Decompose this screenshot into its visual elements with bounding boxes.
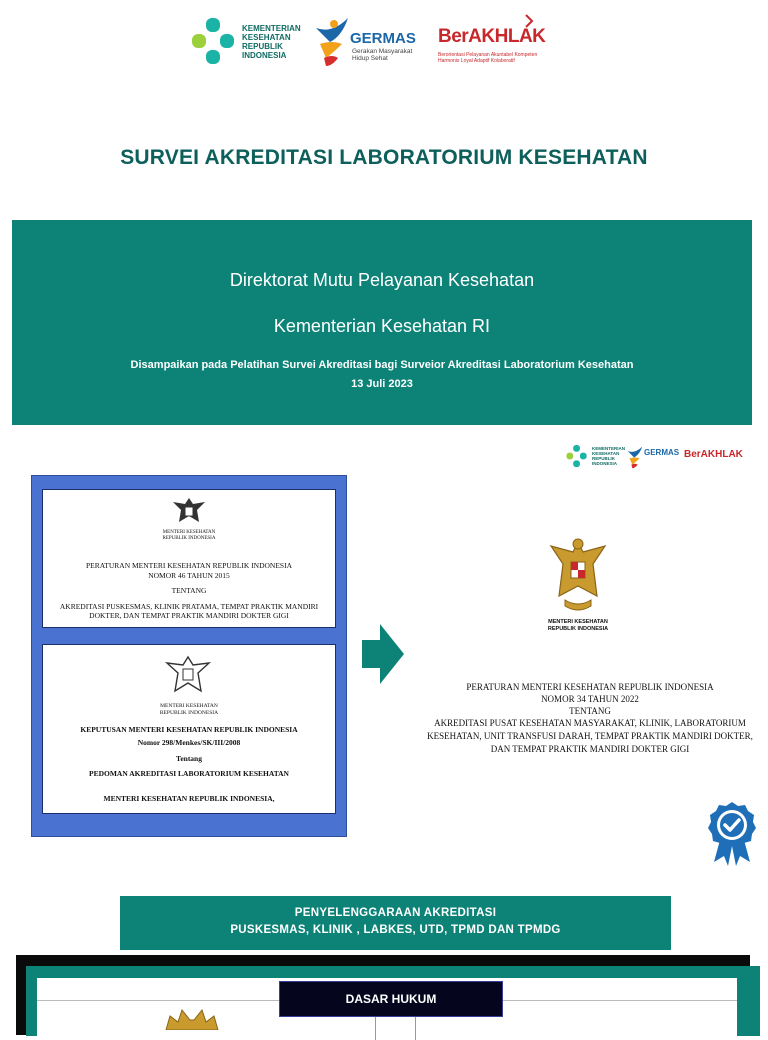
garuda-pancasila-icon — [547, 536, 609, 618]
kemenkes-logo-text: KEMENTERIAN KESEHATAN REPUBLIK INDONESIA — [242, 24, 301, 60]
germas-figure-icon — [312, 14, 352, 68]
banner-date: 13 Juli 2023 — [351, 378, 413, 390]
small-germas-text: GERMAS — [644, 448, 680, 457]
doc1-tentang: TENTANG — [171, 586, 207, 595]
dasar-hukum-label: DASAR HUKUM — [279, 981, 503, 1017]
doc1-number: NOMOR 46 TAHUN 2015 — [148, 571, 230, 580]
reg-right-number: NOMOR 34 TAHUN 2022 — [541, 694, 639, 704]
section-header-line2: PUSKESMAS, KLINIK , LABKES, UTD, TPMD DAN TPMDG — [230, 924, 561, 936]
kemenkes-logo — [192, 16, 301, 70]
germas-small-figure-icon — [626, 444, 644, 470]
doc2-subject: PEDOMAN AKREDITASI LABORATORIUM KESEHATAN — [89, 769, 289, 778]
doc1-subject-line1: AKREDITASI PUSKESMAS, KLINIK PRATAMA, TEMPAT PRAKTIK MANDIRI — [59, 602, 319, 611]
regulation-document-2015 — [42, 489, 336, 628]
section-header — [120, 896, 671, 950]
doc2-title: KEPUTUSAN MENTERI KESEHATAN REPUBLIK INDONESIA — [80, 725, 298, 734]
berakhlak-logo — [438, 14, 546, 68]
kemenkes-emblem-icon — [192, 16, 240, 70]
doc2-tentang: Tentang — [176, 754, 202, 763]
accreditation-badge-icon — [706, 800, 758, 866]
garuda-partial-icon — [160, 1006, 224, 1030]
reg-right-subject-line1: AKREDITASI PUSAT KESEHATAN MASYARAKAT, KLINIK, LABORATORIUM — [434, 718, 746, 728]
small-berakhlak-text: BerAKHLAK — [684, 449, 743, 460]
doc1-title: PERATURAN MENTERI KESEHATAN REPUBLIK INDONESIA — [85, 561, 293, 570]
doc1-subject-line2: DOKTER, DAN TEMPAT PRAKTIK MANDIRI DOKTER GIGI — [89, 611, 289, 620]
doc2-footer: MENTERI KESEHATAN REPUBLIK INDONESIA, — [103, 794, 275, 803]
kemenkes-small-emblem-icon — [566, 444, 590, 470]
berakhlak-logo-subtitle: Berorientasi Pelayanan Akuntabel Kompeten Harmonis Loyal Adaptif Kolaboratif — [438, 52, 538, 64]
small-kemenkes-text: KEMENTERIAN KESEHATAN REPUBLIK INDONESIA — [592, 446, 626, 466]
doc2-seal-caption: MENTERI KESEHATAN REPUBLIK INDONESIA — [159, 703, 219, 716]
germas-logo-subtitle: Gerakan Masyarakat Hidup Sehat — [352, 48, 413, 62]
reg-right-title: PERATURAN MENTERI KESEHATAN REPUBLIK INDONESIA — [466, 682, 714, 692]
reg-right-seal-caption: MENTERI KESEHATAN REPUBLIK INDONESIA — [547, 619, 609, 632]
right-arrow-icon — [362, 622, 404, 686]
small-logos-row — [566, 442, 748, 472]
germas-logo-title: GERMAS — [350, 30, 416, 47]
info-banner — [12, 220, 752, 425]
garuda-emblem-icon — [163, 653, 213, 701]
doc1-seal-caption: MENTERI KESEHATAN REPUBLIK INDONESIA — [162, 530, 216, 541]
berakhlak-chevron-icon — [524, 14, 534, 28]
banner-directorate: Direktorat Mutu Pelayanan Kesehatan — [229, 270, 535, 290]
legacy-regulations-panel — [31, 475, 347, 837]
berakhlak-logo-title: BerAKHLAK — [438, 26, 546, 47]
germas-logo — [312, 14, 422, 68]
page-title: SURVEI AKREDITASI LABORATORIUM KESEHATAN — [120, 146, 648, 169]
doc2-number: Nomor 298/Menkes/SK/III/2008 — [137, 738, 241, 747]
reg-right-tentang: TENTANG — [569, 706, 611, 716]
reg-right-subject-line3: DAN TEMPAT PRAKTIK MANDIRI DOKTER GIGI — [490, 744, 690, 754]
decree-document-2008 — [42, 644, 336, 814]
section-header-line1: PENYELENGGARAAN AKREDITASI — [294, 907, 497, 919]
reg-right-subject-line2: KESEHATAN, UNIT TRANSFUSI DARAH, TEMPAT PRAKTIK MANDIRI DOKTER, — [427, 731, 753, 741]
banner-ministry: Kementerian Kesehatan RI — [273, 316, 491, 336]
garuda-emblem-icon — [169, 494, 209, 528]
banner-event: Disampaikan pada Pelatihan Survei Akreditasi bagi Surveior Akreditasi Laboratorium Kesehatan — [130, 359, 634, 371]
